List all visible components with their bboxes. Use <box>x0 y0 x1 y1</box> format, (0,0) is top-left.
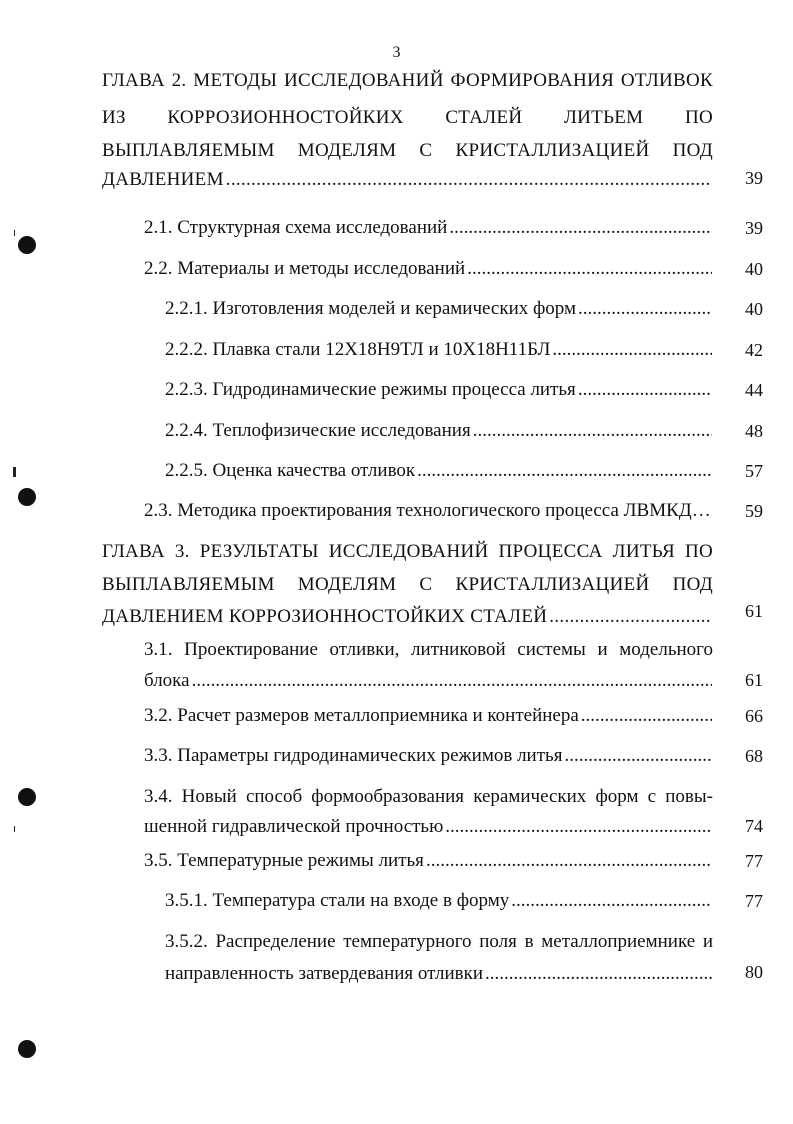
toc-entry-3-4-line-1[interactable]: 3.4. Новый способ формообразования керамических форм с повы- <box>144 786 713 807</box>
toc-chapter-2-line-2[interactable]: ИЗ КОРРОЗИОННОСТОЙКИХ СТАЛЕЙ ЛИТЬЕМ ПО <box>102 107 713 128</box>
toc-page-2-3: 59 <box>745 501 763 521</box>
toc-entry-2-2[interactable]: 2.2. Материалы и методы исследований ..... <box>144 257 712 281</box>
toc-page-2-2-5: 57 <box>745 461 763 481</box>
toc-page-3-3: 68 <box>745 746 763 766</box>
toc-entry-3-1-line-1[interactable]: 3.1. Проектирование отливки, литниковой системы и модельного <box>144 639 713 660</box>
toc-chapter-3-line-3[interactable]: ДАВЛЕНИЕМ КОРРОЗИОННОСТОЙКИХ СТАЛЕЙ ..... <box>102 605 712 629</box>
toc-entry-2-2-3[interactable]: 2.2.3. Гидродинамические режимы процесса литья ..... <box>165 378 712 402</box>
toc-chapter-3-line-2[interactable]: ВЫПЛАВЛЯЕМЫМ МОДЕЛЯМ С КРИСТАЛЛИЗАЦИЕЙ ПОД <box>102 574 713 595</box>
toc-entry-3-5[interactable]: 3.5. Температурные режимы литья ..... <box>144 849 712 873</box>
toc-page-2-1: 39 <box>745 218 763 238</box>
toc-entry-3-4-line-2[interactable]: шенной гидравлической прочностью ..... <box>144 815 712 839</box>
toc-entry-3-5-2-line-1[interactable]: 3.5.2. Распределение температурного поля в металлоприемнике и <box>165 931 713 952</box>
toc-page-ch3: 61 <box>745 601 763 621</box>
toc-entry-3-2[interactable]: 3.2. Расчет размеров металлоприемника и контейнера ..... <box>144 704 712 728</box>
toc-entry-3-5-1[interactable]: 3.5.1. Температура стали на входе в форму ..... <box>165 889 712 913</box>
toc-page-2-2: 40 <box>745 259 763 279</box>
toc-entry-3-1-line-2[interactable]: блока ..... <box>144 669 712 693</box>
toc-page-2-2-2: 42 <box>745 340 763 360</box>
binder-hole <box>18 236 36 254</box>
toc-page-3-4: 74 <box>745 816 763 836</box>
scan-mark <box>14 230 15 236</box>
toc-page-2-2-1: 40 <box>745 299 763 319</box>
toc-chapter-3-line-1[interactable]: ГЛАВА 3. РЕЗУЛЬТАТЫ ИССЛЕДОВАНИЙ ПРОЦЕССА ЛИТЬЯ ПО <box>102 541 713 562</box>
toc-entry-2-2-2[interactable]: 2.2.2. Плавка стали 12Х18Н9ТЛ и 10Х18Н11БЛ ..... <box>165 338 712 362</box>
toc-chapter-2-line-4[interactable]: ДАВЛЕНИЕМ ..... <box>102 168 712 192</box>
toc-page-3-5-1: 77 <box>745 891 763 911</box>
page-number: 3 <box>392 44 401 61</box>
toc-entry-3-5-2-line-2[interactable]: направленность затвердевания отливки ..... <box>165 962 712 986</box>
toc-page-3-5: 77 <box>745 851 763 871</box>
toc-page-2-2-4: 48 <box>745 421 763 441</box>
toc-entry-2-1[interactable]: 2.1. Структурная схема исследований ..... <box>144 216 712 240</box>
toc-page-2-2-3: 44 <box>745 380 763 400</box>
toc-entry-2-3[interactable]: 2.3. Методика проектирования технологического процесса ЛВМКД… <box>144 500 711 521</box>
toc-entry-3-3[interactable]: 3.3. Параметры гидродинамических режимов литья ..... <box>144 744 712 768</box>
toc-entry-2-2-5[interactable]: 2.2.5. Оценка качества отливок ..... <box>165 459 712 483</box>
toc-chapter-2-line-3[interactable]: ВЫПЛАВЛЯЕМЫМ МОДЕЛЯМ С КРИСТАЛЛИЗАЦИЕЙ ПОД <box>102 140 713 161</box>
scan-mark <box>14 826 15 832</box>
toc-entry-2-2-4[interactable]: 2.2.4. Теплофизические исследования ..... <box>165 419 712 443</box>
toc-page-3-5-2: 80 <box>745 962 763 982</box>
binder-hole <box>18 788 36 806</box>
binder-hole <box>18 1040 36 1058</box>
toc-page-3-2: 66 <box>745 706 763 726</box>
toc-page-ch2: 39 <box>745 168 763 188</box>
toc-page-3-1: 61 <box>745 670 763 690</box>
toc-entry-2-2-1[interactable]: 2.2.1. Изготовления моделей и керамических форм ..... <box>165 297 712 321</box>
scan-mark <box>13 467 16 477</box>
binder-hole <box>18 488 36 506</box>
toc-chapter-2-line-1[interactable]: ГЛАВА 2. МЕТОДЫ ИССЛЕДОВАНИЙ ФОРМИРОВАНИЯ ОТЛИВОК <box>102 70 713 91</box>
